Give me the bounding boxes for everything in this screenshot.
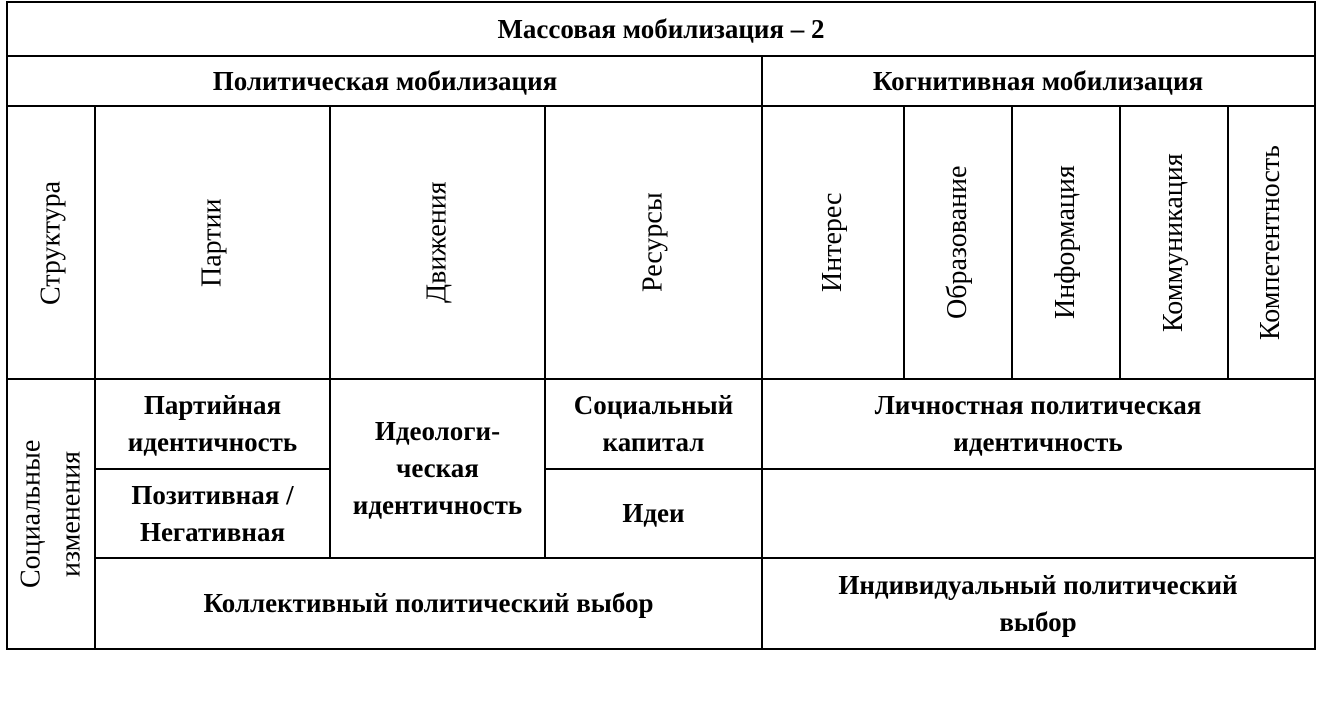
grid-line xyxy=(761,55,763,650)
grid-line xyxy=(545,468,1316,470)
grid-line xyxy=(6,1,8,650)
grid-line xyxy=(903,105,905,380)
grid-line xyxy=(95,468,331,470)
grid-line xyxy=(544,105,546,559)
table-title: Массовая мобилизация – 2 xyxy=(497,13,825,44)
row-label-social-change: Социальные изменения xyxy=(15,439,87,589)
political-mobilization-header: Политическая мобилизация xyxy=(212,65,558,96)
grid-line xyxy=(1011,105,1013,380)
grid-line xyxy=(7,648,1316,650)
empty-cell xyxy=(762,469,1314,558)
collective-choice: Коллективный политический выбор xyxy=(203,588,654,618)
ideological-identity: Идеологи- ческая идентичность xyxy=(352,416,523,520)
col-competence: Компетентность xyxy=(1255,145,1286,340)
individual-choice: Индивидуальный политический выбор xyxy=(838,569,1238,637)
positive-negative: Позитивная / Негативная xyxy=(131,479,294,547)
grid-line xyxy=(1119,105,1121,380)
ideas: Идеи xyxy=(622,498,685,528)
grid-line xyxy=(95,557,1316,559)
col-communication: Коммуникация xyxy=(1158,153,1189,332)
grid-line xyxy=(1227,105,1229,380)
row-label-structure: Структура xyxy=(35,180,67,305)
grid-line xyxy=(329,105,331,559)
cognitive-mobilization-header: Когнитивная мобилизация xyxy=(872,65,1204,96)
col-parties: Партии xyxy=(196,198,228,287)
grid-line xyxy=(1314,1,1316,650)
col-education: Образование xyxy=(942,165,973,320)
grid-line xyxy=(7,55,1316,57)
col-interest: Интерес xyxy=(817,192,848,293)
party-identity: Партийная идентичность xyxy=(127,390,298,457)
grid-line xyxy=(94,105,96,650)
social-capital: Социальный капитал xyxy=(573,390,734,457)
col-movements: Движения xyxy=(421,181,453,304)
col-information: Информация xyxy=(1050,165,1081,320)
grid-line xyxy=(7,1,1316,3)
personal-identity: Личностная политическая идентичность xyxy=(874,390,1202,457)
col-resources: Ресурсы xyxy=(637,192,669,293)
